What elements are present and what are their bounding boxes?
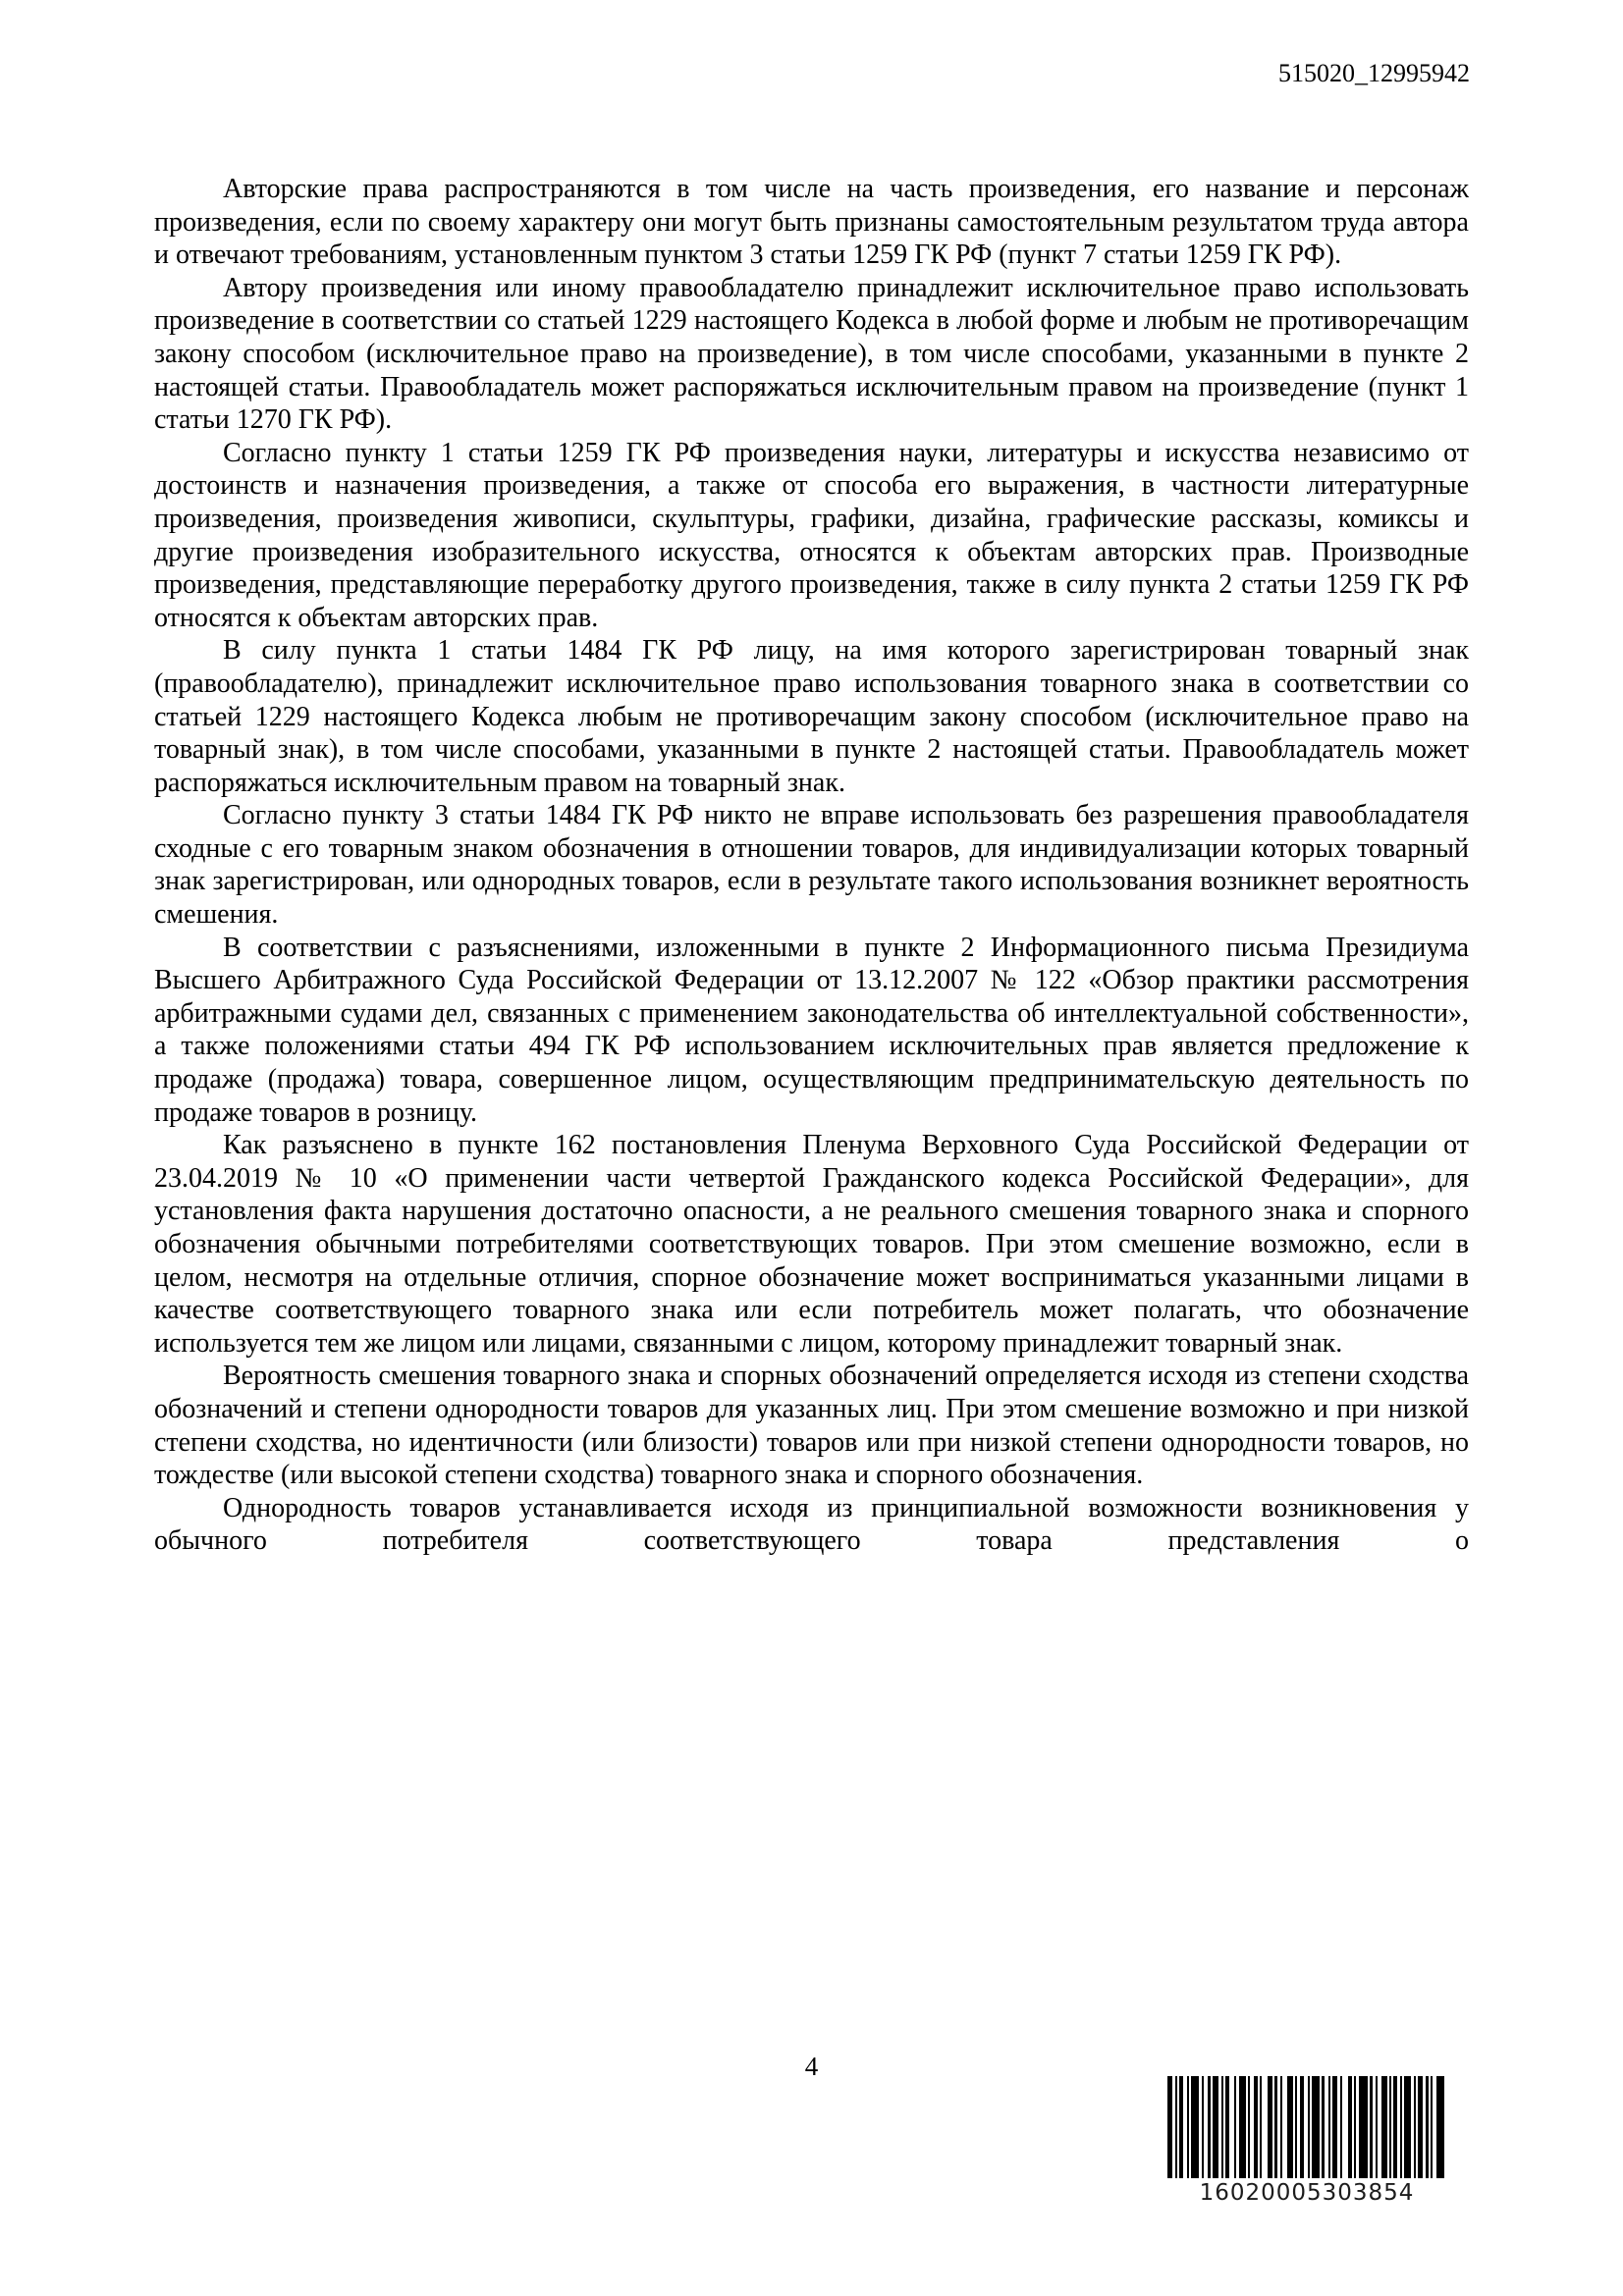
paragraph: Как разъяснено в пункте 162 постановления Пленума Верховного Суда Российской Федерации от 23.04.2019 № 10 «О применении части четвертой Гражданского кодекса Российской Федерации», для установления факта нарушения достаточно опасности, а не реального смешения товарного знака и спорного обозначения обычными потребителями соответствующих товаров. При этом смешение возможно, если в целом, несмотря на отдельные отличия, спорное обозначение может восприниматься указанными лицами в качестве соответствующего товарного знака или если потребитель может полагать, что обозначение используется тем же лицом или лицами, связанными с лицом, которому принадлежит товарный знак. xyxy=(154,1130,1469,1359)
paragraph: Вероятность смешения товарного знака и спорных обозначений определяется исходя из степени сходства обозначений и степени однородности товаров для указанных лиц. При этом смешение возможно и при низкой степени сходства, но идентичности (или близости) товаров или при низкой степени однородности товаров, но тождестве (или высокой степени сходства) товарного знака и спорного обозначения. xyxy=(154,1361,1469,1491)
paragraph: Авторские права распространяются в том числе на часть произведения, его название и персонаж произведения, если по своему характеру они могут быть признаны самостоятельным результатом труда автора и отвечают требованиям, установленным пунктом 3 статьи 1259 ГК РФ (пункт 7 статьи 1259 ГК РФ). xyxy=(154,174,1469,271)
paragraph: В силу пункта 1 статьи 1484 ГК РФ лицу, на имя которого зарегистрирован товарный знак (правообладателю), принадлежит исключительное право использования товарного знака в соответствии со статьей 1229 настоящего Кодекса любым не противоречащим закону способом (исключительное право на товарный знак), в том числе способами, указанными в пункте 2 настоящей статьи. Правообладатель может распоряжаться исключительным правом на товарный знак. xyxy=(154,635,1469,798)
document-body xyxy=(154,173,1469,1558)
document-id: 515020_12995942 xyxy=(1278,59,1470,87)
paragraph: Однородность товаров устанавливается исходя из принципиальной возможности возникновения у обычного потребителя соответствующего товара представления о xyxy=(154,1492,1469,1557)
barcode xyxy=(1167,2076,1446,2206)
paragraph: Согласно пункту 1 статьи 1259 ГК РФ произведения науки, литературы и искусства независимо от достоинств и назначения произведения, а также от способа его выражения, в частности литературные произведения, произведения живописи, скульптуры, графики, дизайна, графические рассказы, комиксы и другие произведения изобразительного искусства, относятся к объектам авторских прав. Производные произведения, представляющие переработку другого произведения, также в силу пункта 2 статьи 1259 ГК РФ относятся к объектам авторских прав. xyxy=(154,437,1469,633)
barcode-number: 16020005303854 xyxy=(1199,2180,1415,2206)
paragraph: Автору произведения или иному правообладателю принадлежит исключительное право использовать произведение в соответствии со статьей 1229 настоящего Кодекса в любой форме и любым не противоречащим закону способом (исключительное право на произведение), в том числе способами, указанными в пункте 2 настоящей статьи. Правообладатель может распоряжаться исключительным правом на произведение (пункт 1 статьи 1270 ГК РФ). xyxy=(154,272,1469,436)
barcode-bars-image xyxy=(1167,2076,1446,2178)
paragraph: В соответствии с разъяснениями, изложенными в пункте 2 Информационного письма Президиума Высшего Арбитражного Суда Российской Федерации от 13.12.2007 № 122 «Обзор практики рассмотрения арбитражными судами дел, связанных с применением законодательства об интеллектуальной собственности», а также положениями статьи 494 ГК РФ использованием исключительных прав является предложение к продаже (продажа) товара, совершенное лицом, осуществляющим предпринимательскую деятельность по продаже товаров в розницу. xyxy=(154,932,1469,1128)
paragraph: Согласно пункту 3 статьи 1484 ГК РФ никто не вправе использовать без разрешения правообладателя сходные с его товарным знаком обозначения в отношении товаров, для индивидуализации которых товарный знак зарегистрирован, или однородных товаров, если в результате такого использования возникнет вероятность смешения. xyxy=(154,800,1469,931)
page-number: 4 xyxy=(804,2052,819,2081)
